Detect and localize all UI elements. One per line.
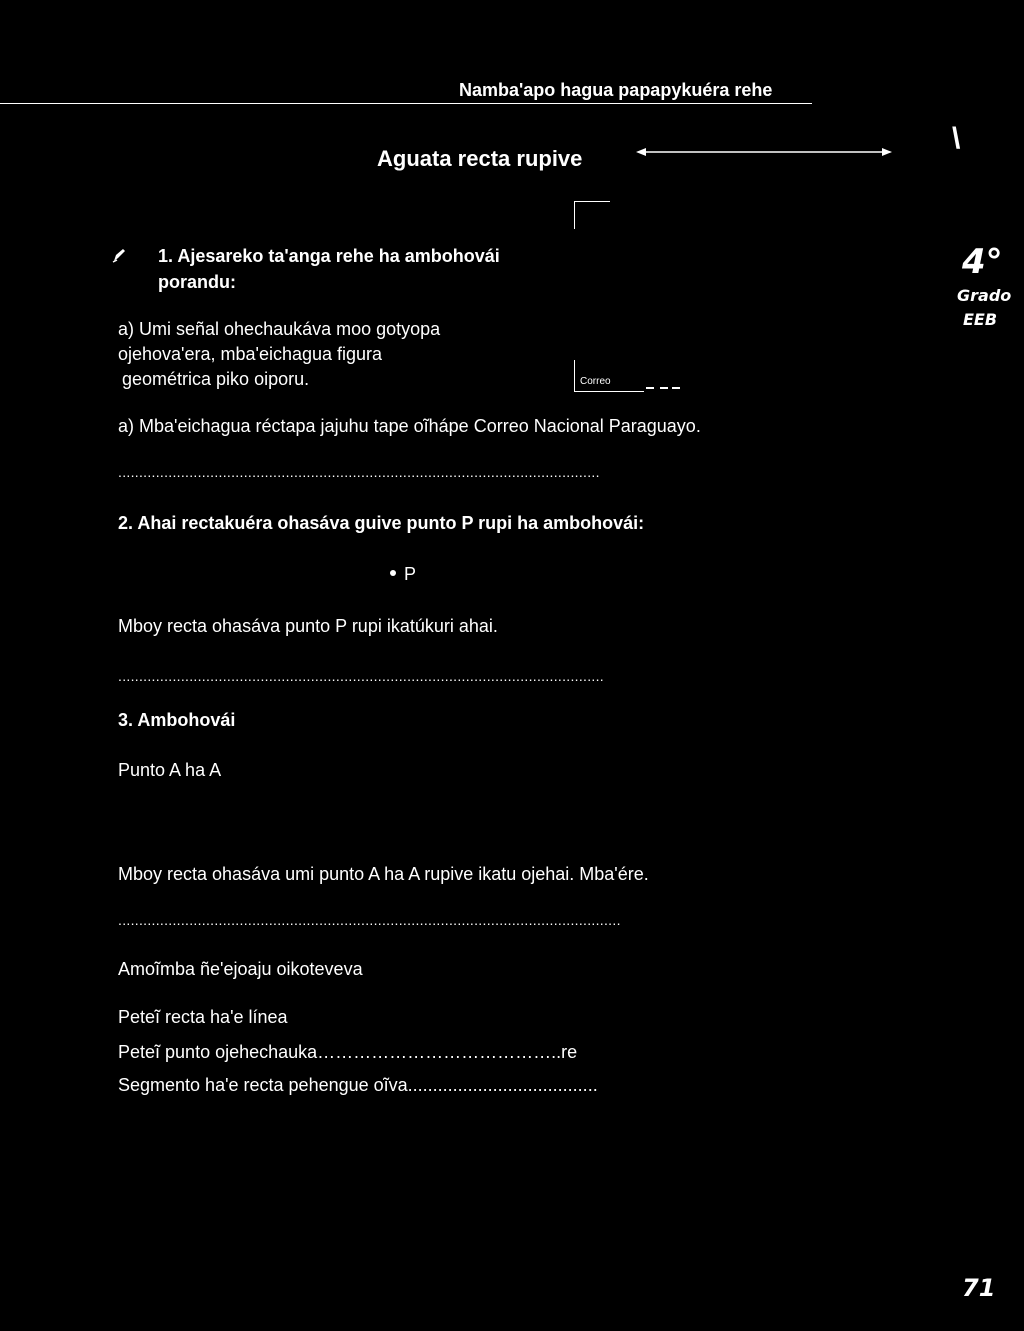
grade-number: 4° <box>962 242 1003 282</box>
q3-question: Mboy recta ohasáva umi punto A ha A rupive ikatu ojehai. Mba'ére. <box>118 864 649 884</box>
summary-line-2[interactable]: Peteĩ punto ojehechauka…………………………………..re <box>118 1042 578 1062</box>
image-frame-left <box>574 201 575 229</box>
summary-line-3[interactable]: Segmento ha'e recta pehengue oĩva...................................... <box>118 1075 598 1095</box>
grade-level: EEB <box>963 310 998 329</box>
summary-title: Amoĩmba ñe'ejoaju oikoteveva <box>118 959 363 979</box>
q2-title: 2. Ahai rectakuéra ohasáva guive punto P rupi ha ambohovái: <box>118 513 645 533</box>
q1-title: 1. Ajesareko ta'anga rehe ha ambohovái <box>158 246 500 266</box>
q1-a1-line3: geométrica piko oiporu. <box>122 369 310 389</box>
pencil-icon <box>112 247 126 263</box>
q3-points: Punto A ha A <box>118 760 222 780</box>
image-frame-top <box>574 201 610 202</box>
page-subtitle: Aguata recta rupive <box>377 146 583 171</box>
q1-title-cont: porandu: <box>158 272 236 292</box>
frame-dash <box>646 387 654 389</box>
grade-label: Grado <box>957 286 1012 305</box>
q3-answer-line[interactable]: ........................................................................................................................ <box>118 912 621 928</box>
q1-a1-line2: ojehova'era, mba'eichagua figura <box>118 344 383 364</box>
q1-a1-line1: a) Umi señal ohechaukáva moo gotyopa <box>118 319 441 339</box>
image-frame-left-lower <box>574 360 575 392</box>
corner-mark: \ <box>952 122 961 155</box>
q3-title: 3. Ambohovái <box>118 710 236 730</box>
image-caption: Correo <box>580 376 611 387</box>
q2-question: Mboy recta ohasáva punto P rupi ikatúkuri ahai. <box>118 616 498 636</box>
frame-dash <box>672 387 680 389</box>
summary-line-1: Peteĩ recta ha'e línea <box>118 1007 288 1027</box>
line-arrow-icon <box>636 144 892 160</box>
q1-answer-line[interactable]: ................................................................................................................... <box>118 464 600 480</box>
q2-answer-line[interactable]: .................................................................................................................... <box>118 668 604 684</box>
header-rule <box>0 103 812 104</box>
image-frame-bottom <box>574 391 644 392</box>
point-p-dot <box>390 570 396 576</box>
frame-dash <box>660 387 668 389</box>
page-number: 71 <box>962 1274 996 1302</box>
point-p-label: P <box>404 564 417 584</box>
q1-a2: a) Mba'eichagua réctapa jajuhu tape oĩhápe Correo Nacional Paraguayo. <box>118 416 701 436</box>
header-title: Namba'apo hagua papapykuéra rehe <box>459 80 773 100</box>
